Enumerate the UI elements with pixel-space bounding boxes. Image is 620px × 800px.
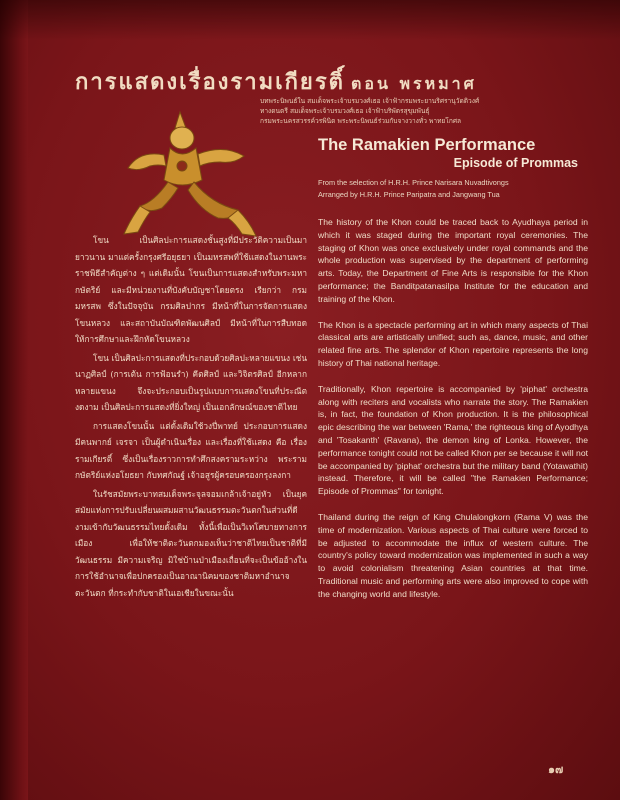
thai-paragraph: ในรัชสมัยพระบาทสมเด็จพระจุลจอมเกล้าเจ้าอยู่หัว เป็นยุคสมัยแห่งการปรับเปลี่ยนผสมผสานวัฒนธรรมตะวันตกในส่วนที่ดีงามเข้ากับวัฒนธรรมไทยดั้งเดิม ทั้งนี้เพื่อเป็นวิเทโศบายทางการเมือง เพื่อให้ชาติตะวันตกมองเห็นว่าชาติไทยเป็นชาติที่มีวัฒนธรรม มีความเจริญ มิใช่บ้านป่าเมืองเถื่อนที่จะเป็นข้ออ้างในการใช้อำนาจเพื่อปกครองเป็นอาณานิคมของชาติมหาอำนาจตะวันตก ที่กระทำกับชาติในเอเชียในขณะนั้น bbox=[75, 488, 307, 598]
english-paragraph: The Khon is a spectacle performing art in which many aspects of Thai classical arts are artistically unified; such as, dance, music, and other related fine arts. The splendor of Khon repertoire represents the long history of Thai national heritage. bbox=[318, 319, 588, 368]
thai-paragraph: การแสดงโขนนั้น แต่ดั้งเดิมใช้วงปี่พาทย์ ประกอบการแสดง มีคนพากย์ เจรจา เป็นผู้ดำเนินเรื่อง และเรื่องที่ใช้แสดง คือ เรื่องรามเกียรติ์ ซึ่งเป็นเรื่องราวการทำศึกสงครามระหว่าง พระราม กษัตริย์แห่งอโยธยา กับทศกัณฐ์ เจ้าอสูรผู้ครอบครองกรุงลงกา bbox=[75, 420, 307, 480]
english-credits bbox=[318, 177, 588, 201]
top-shadow bbox=[0, 0, 620, 40]
thai-credits bbox=[260, 96, 590, 126]
english-paragraph: The history of the Khon could be traced back to Ayudhaya period in which it was staged during the important royal ceremonies. The staging of Khon was once exclusively under royal commands and the whole production was supervised by the department of performing arts. Today, the Department of Fine Arts is responsible for the Khon performance; the Banditpatanasilpa Institute for the education and training of the Khon. bbox=[318, 217, 588, 304]
thai-paragraph: โขน เป็นศิลปะการแสดงที่ประกอบด้วยศิลปะหลายแขนง เช่น นาฏศิลป์ (การเต้น การฟ้อนรำ) คีตศิลป์ และวิจิตรศิลป์ อีกหลากหลายแขนง จึงจะประกอบเป็นรูปแบบการแสดงโขนที่ประณีตงดงาม เป็นศิลปะการแสดงที่ยิ่งใหญ่ เป็นเอกลักษณ์ของชาติไทย bbox=[75, 352, 307, 412]
english-body bbox=[318, 216, 588, 614]
page-number: ๑๗ bbox=[548, 763, 564, 776]
english-paragraph: Thailand during the reign of King Chulalongkorn (Rama V) was the time of modernization. Various aspects of Thai culture were forced to be adjusted to accommodate the influx of western culture. The country's policy toward modernization was implemented in such a way to avoid colonialism threatening Asian countries at that time. Traditional music and performing arts were also improved to cope with the changing world and lifestyle. bbox=[318, 511, 588, 599]
thai-credit-line: บทพระนิพนธ์ใน สมเด็จพระเจ้าบรมวงศ์เธอ เจ้าฟ้ากรมพระยานริศรานุวัดติวงศ์ bbox=[260, 97, 480, 105]
thai-credit-line: ทางดนตรี สมเด็จพระเจ้าบรมวงศ์เธอ เจ้าฟ้าบริพัตรสุขุมพันธุ์ bbox=[260, 107, 430, 115]
english-subtitle: Episode of Prommas bbox=[453, 156, 578, 170]
page-spine-shadow bbox=[0, 0, 28, 800]
khon-dancer-illustration bbox=[120, 110, 260, 245]
english-credit-line: Arranged by H.R.H. Prince Paripatra and Jangwang Tua bbox=[318, 190, 500, 199]
thai-title-episode: ตอน พรหมาศ bbox=[350, 74, 477, 93]
english-title: The Ramakien Performance bbox=[318, 136, 536, 154]
thai-body bbox=[75, 232, 307, 603]
thai-title bbox=[75, 64, 615, 99]
thai-credit-line: กรมพระนครสวรรค์วรพินิต พระพระนิพนธ์ร่วมกับจางวางทั่ว พาทยโกศล bbox=[260, 117, 462, 125]
thai-title-main: การแสดงเรื่องรามเกียรติ์ bbox=[75, 69, 345, 95]
english-credit-line: From the selection of H.R.H. Prince Narisara Nuvadtivongs bbox=[318, 178, 509, 187]
thai-paragraph: โขน เป็นศิลปะการแสดงชั้นสูงที่มีประวัติความเป็นมายาวนาน มาแต่ครั้งกรุงศรีอยุธยา เป็นมหรสพที่ใช้แสดงในงานพระราชพิธีสำคัญต่าง ๆ แต่เดิมนั้น โขนเป็นการแสดงสำหรับพระมหากษัตริย์ และมีหน่วยงานที่บังคับบัญชาโดยตรง เรียกว่า กรมมหรสพ ซึ่งในปัจจุบัน กรมศิลปากร มีหน้าที่ในการจัดการแสดงโขนหลวง และสถาบันบัณฑิตพัฒนศิลป์ มีหน้าที่ในการสืบทอดให้การศึกษาและฝึกหัดโขนหลวง bbox=[75, 235, 307, 344]
english-paragraph: Traditionally, Khon repertoire is accompanied by 'piphat' orchestra along with reciters and vocalists who narrate the story. The Ramakien is, in fact, the foundation of Khon production. It is the philosophical epic describing the war between 'Rama,' the righteous king of Ayodhya and 'Tosakanth' (Ravana), the demon king of Lonka. However, the performance tonight could not be called Khon per se because it will not be accompanied by 'piphat' orchestra but the military band (Yotawathit) instead. Therefore, it will be called "the Ramakien Performance; Episode of Prommas" for tonight. bbox=[318, 383, 588, 497]
